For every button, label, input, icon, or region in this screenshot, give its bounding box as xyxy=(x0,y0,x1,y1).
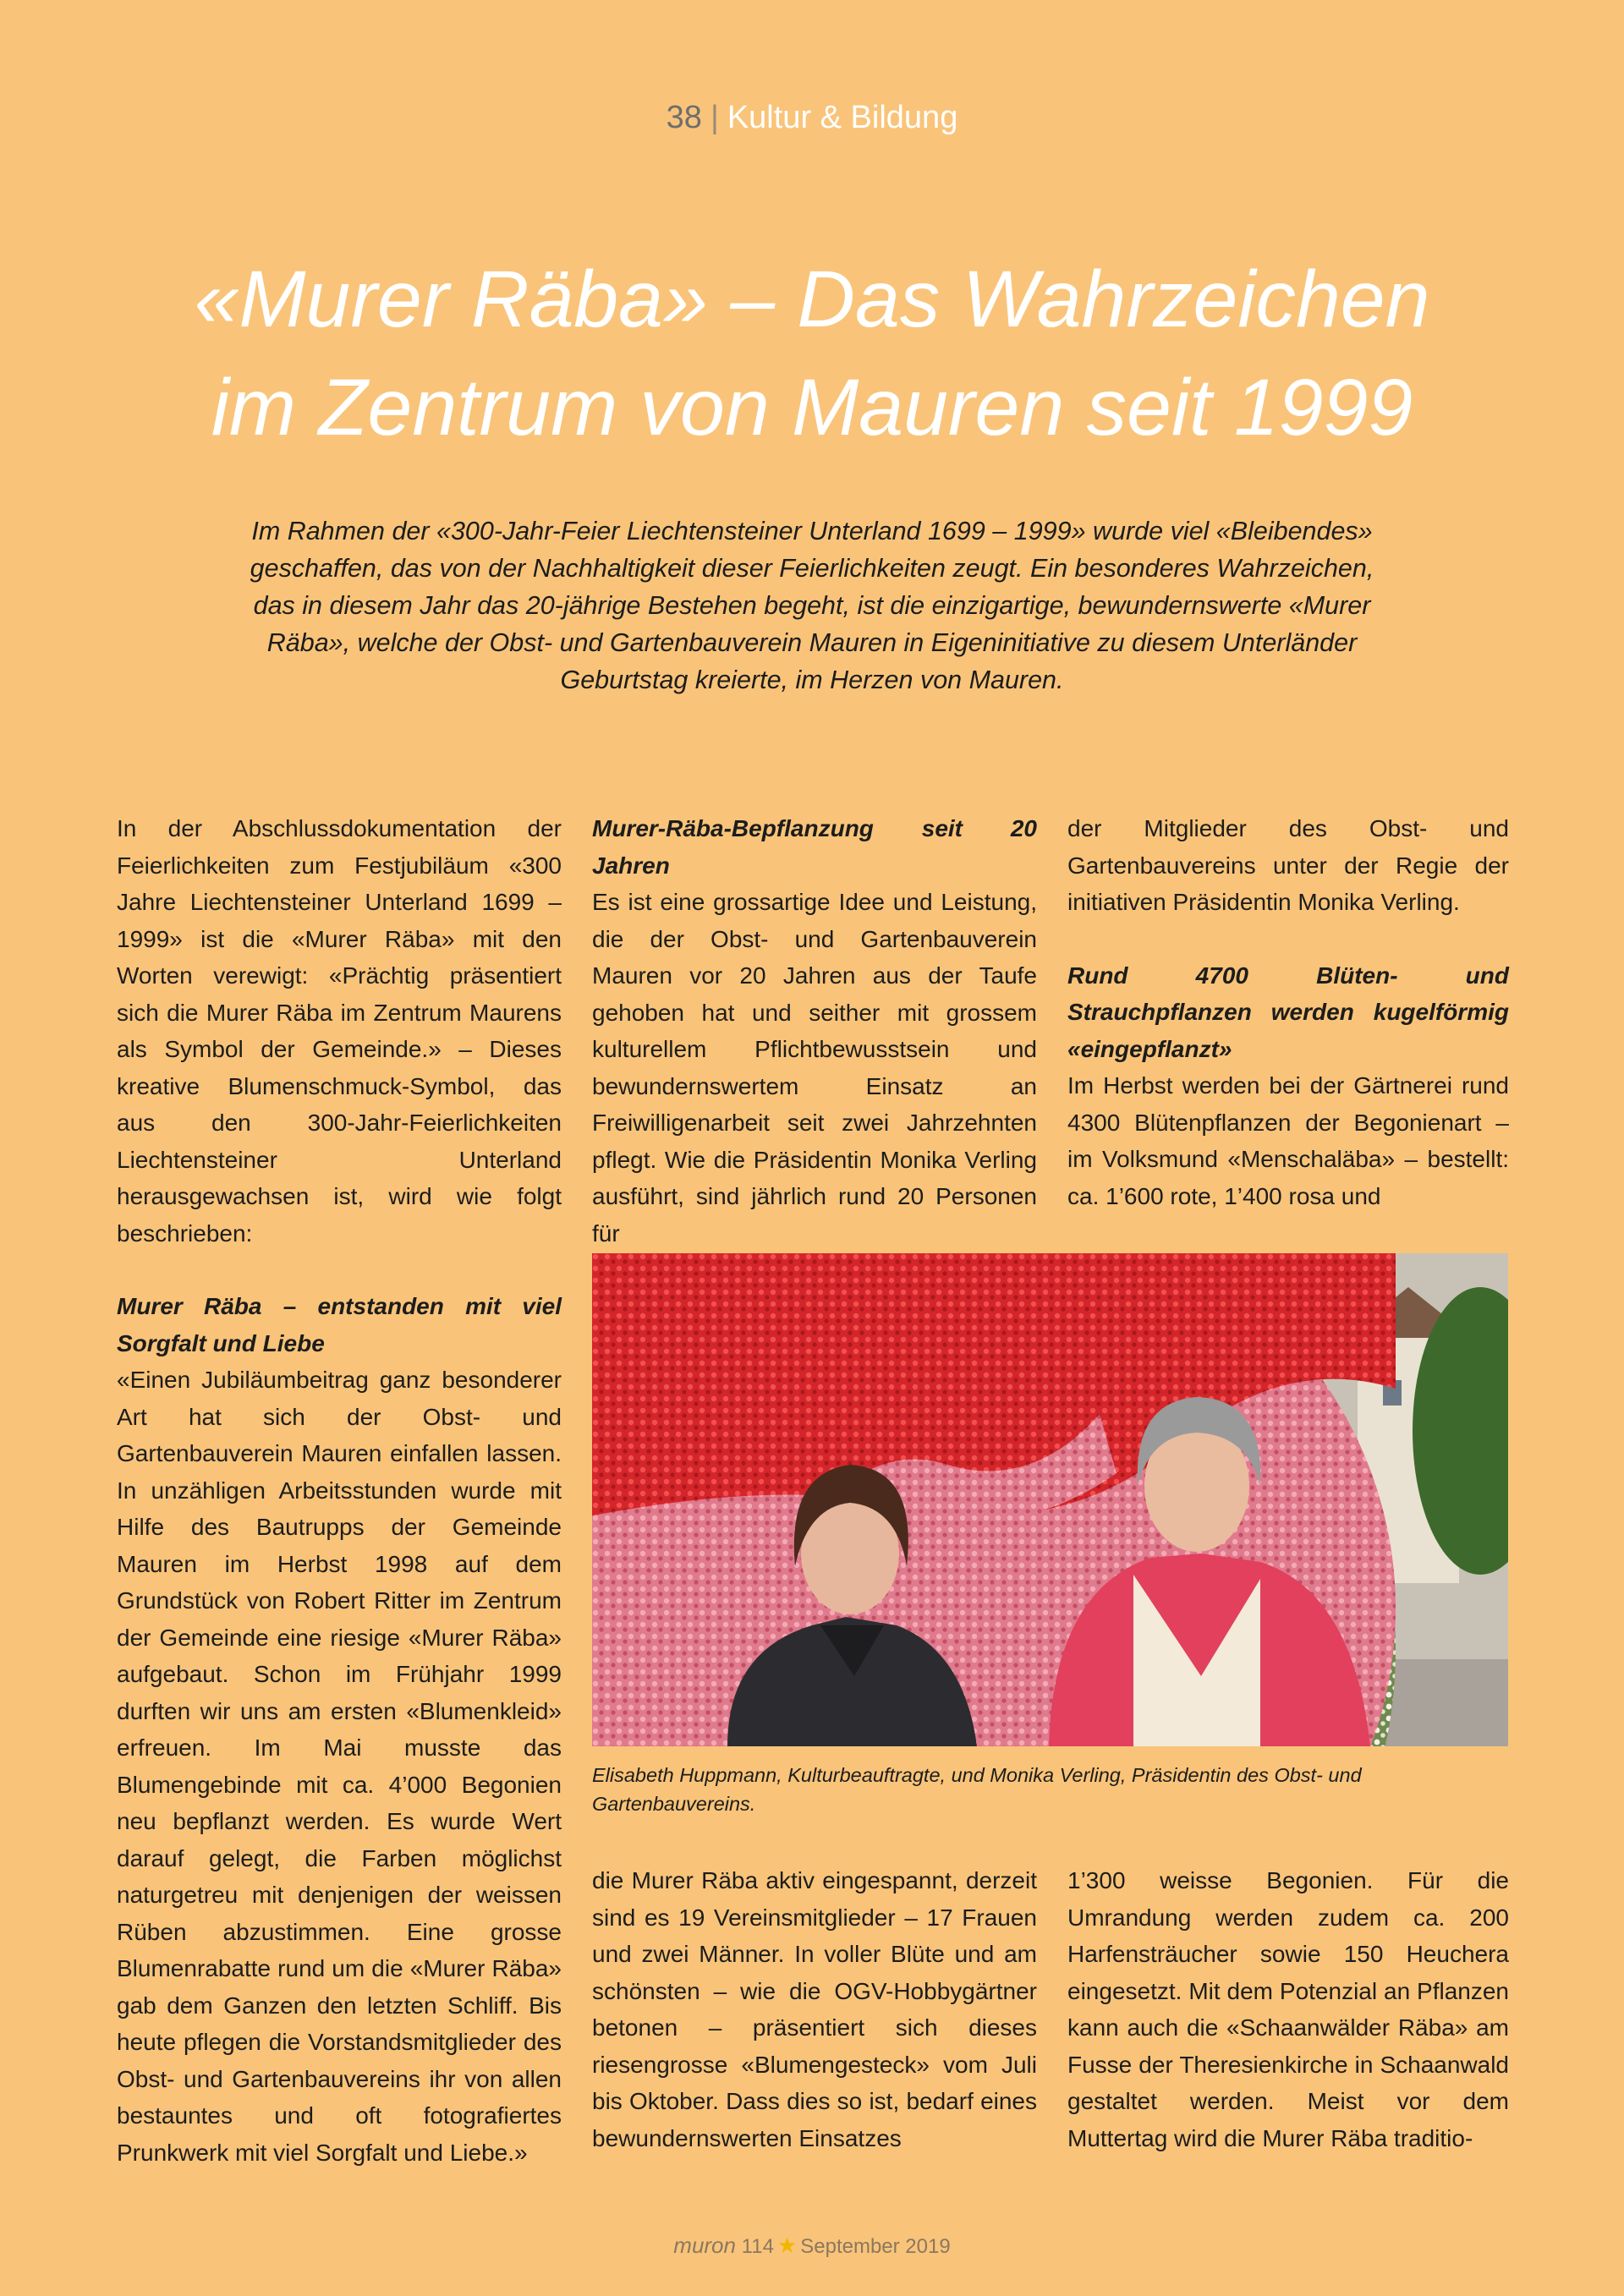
col2-paragraph-1: Es ist eine grossartige Idee und Leistung, die der Obst- und Gartenbauverein Mauren vor 20 Jahren aus der Taufe gehoben hat und seither mit grossem kulturellem Pflichtbewusstsein und bewundernswertem Einsatz an Freiwilligenarbeit seit zwei Jahrzehnten pflegt. Wie die Präsidentin Monika Verling ausführt, sind jährlich rund 20 Personen für xyxy=(592,889,1037,1247)
col3-subheading: Rund 4700 Blüten- und Strauchpflanzen werden kugelförmig «eingepflanzt» xyxy=(1067,962,1509,1062)
page-number: 38 xyxy=(666,100,702,135)
column-3 xyxy=(1067,810,1509,1214)
column-2 xyxy=(592,810,1037,1252)
footer-brand: muron xyxy=(673,2233,736,2258)
col1-paragraph-1: In der Abschlussdokumentation der Feierlichkeiten zum Festjubiläum «300 Jahre Liechtensteiner Unterland 1699 – 1999» ist die «Murer Räba» mit den Worten verewigt: «Prächtig präsentiert sich die Murer Räba im Zentrum Maurens als Symbol der Gemeinde.» – Dieses kreative Blumenschmuck-Symbol, das aus den 300-Jahr-Feierlichkeiten Liechtensteiner Unterland herausgewachsen ist, wird wie folgt beschrieben: xyxy=(117,815,562,1247)
col1-paragraph-2: «Einen Jubiläumbeitrag ganz besonderer Art hat sich der Obst- und Gartenbauverein Mauren einfallen lassen. In unzähligen Arbeitsstunden wurde mit Hilfe des Bautrupps der Gemeinde Mauren im Herbst 1998 auf dem Grundstück von Robert Ritter im Zentrum der Gemeinde eine riesige «Murer Räba» aufgebaut. Schon im Frühjahr 1999 durften wir uns am ersten «Blumenkleid» erfreuen. Im Mai musste das Blumengebinde mit ca. 4’000 Begonien neu bepflanzt werden. Es wurde Wert darauf gelegt, die Farben möglichst naturgetreu mit denjenigen der weissen Rüben abzustimmen. Eine grosse Blumenrabatte rund um die «Murer Räba» gab dem Ganzen den letzten Schliff. Bis heute pflegen die Vorstandsmitglieder des Obst- und Gartenbauvereins ihr von allen bestauntes und oft fotografiertes Prunkwerk mit viel Sorgfalt und Liebe.» xyxy=(117,1367,562,2166)
photo-illustration xyxy=(592,1253,1508,1746)
title-line-2: im Zentrum von Mauren seit 1999 xyxy=(211,363,1413,452)
footer-issue: 114 xyxy=(741,2235,774,2258)
column-3-continued xyxy=(1067,1862,1509,2156)
col1-subheading: Murer Räba – entstanden mit viel Sorgfalt und Liebe xyxy=(117,1293,562,1356)
column-2-continued xyxy=(592,1862,1037,2156)
col3-paragraph-1: der Mitglieder des Obst- und Gartenbauvereins unter der Regie der initiativen Präsidentin Monika Verling. xyxy=(1067,815,1509,915)
col3b-paragraph: 1’300 weisse Begonien. Für die Umrandung werden zudem ca. 200 Harfensträucher sowie 150 Heuchera eingesetzt. Mit dem Potenzial an Pflanzen kann auch die «Schaanwälder Räba» am Fusse der Theresienkirche in Schaanwald gestaltet werden. Meist vor dem Muttertag wird die Murer Räba traditio- xyxy=(1067,1867,1509,2151)
star-icon: ★ xyxy=(776,2233,798,2258)
header-separator: | xyxy=(710,100,719,135)
column-1 xyxy=(117,810,562,2171)
section-title: Kultur & Bildung xyxy=(727,100,958,135)
photo-caption: Elisabeth Huppmann, Kulturbeauftragte, und Monika Verling, Präsidentin des Obst- und Gartenbauvereins. xyxy=(592,1764,1362,1815)
article-title xyxy=(85,245,1539,462)
article-lead: Im Rahmen der «300-Jahr-Feier Liechtensteiner Unterland 1699 – 1999» wurde viel «Bleibendes» geschaffen, das von der Nachhaltigkeit dieser Feierlichkeiten zeugt. Ein besonderes Wahrzeichen, das in diesem Jahr das 20-jährige Bestehen begeht, ist die einzigartige, bewundernswerte «Murer Räba», welche der Obst- und Gartenbauverein Mauren in Eigeninitiative zu diesem Unterländer Geburtstag kreierte, im Herzen von Mauren. xyxy=(250,517,1374,694)
col2-subheading: Murer-Räba-Bepflanzung seit 20 Jahren xyxy=(592,815,1037,879)
article-photo xyxy=(592,1253,1508,1746)
title-line-1: «Murer Räba» – Das Wahrzeichen xyxy=(194,255,1430,344)
footer-date: September 2019 xyxy=(800,2235,951,2258)
col3-paragraph-2: Im Herbst werden bei der Gärtnerei rund 4300 Blütenpflanzen der Begonienart – im Volksmund «Menschaläba» – bestellt: ca. 1’600 rote, 1’400 rosa und xyxy=(1067,1072,1509,1209)
page-footer xyxy=(0,2233,1624,2259)
col2b-paragraph: die Murer Räba aktiv eingespannt, derzeit sind es 19 Vereinsmitglieder – 17 Frauen und zwei Männer. In voller Blüte und am schönsten – wie die OGV-Hobbygärtner betonen – präsentiert sich dieses riesengrosse «Blumengesteck» vom Juli bis Oktober. Dass dies so ist, bedarf eines bewundernswerten Einsatzes xyxy=(592,1867,1037,2151)
page-header xyxy=(0,100,1624,136)
